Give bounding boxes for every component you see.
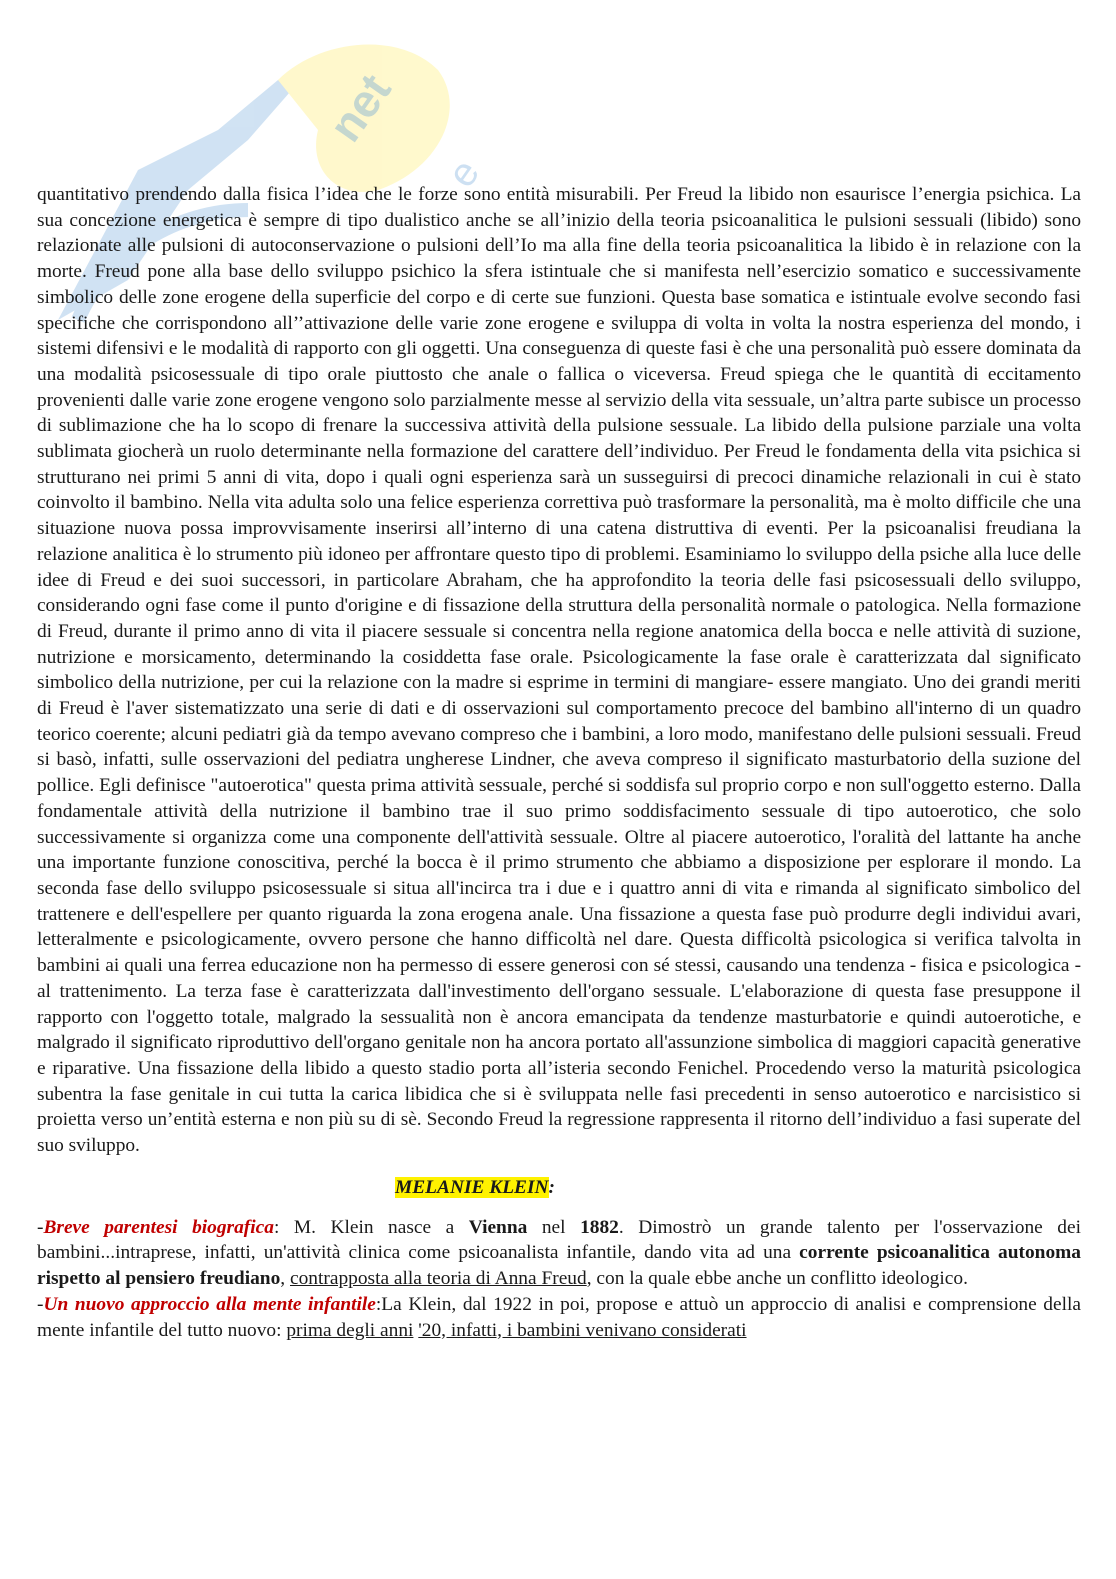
document-page: [37, 182, 1081, 1343]
bio-dash: -: [37, 1216, 44, 1238]
watermark-sub-text: e: [439, 151, 488, 196]
watermark-logo-text: net: [318, 64, 401, 151]
bio-text-4: ,: [280, 1268, 290, 1290]
bio-year: 1882: [580, 1216, 619, 1238]
approach-paragraph: [37, 1292, 1081, 1343]
approach-label: Un nuovo approccio alla mente infantile: [43, 1293, 376, 1315]
approach-dash: -: [37, 1293, 44, 1315]
heading-colon: :: [548, 1176, 556, 1198]
bio-paragraph: [37, 1215, 1081, 1292]
approach-underline-2: '20, infatti, i bambini venivano considerati: [418, 1319, 747, 1341]
bio-city: Vienna: [468, 1216, 528, 1238]
approach-text-1: :La Klein, dal 1922 in poi, propose e attuò un approccio di analisi e comprensione della mente infantile del tutto nuovo:: [37, 1293, 1081, 1341]
bio-text-5: , con la quale ebbe anche un conflitto ideologico.: [586, 1268, 968, 1290]
bio-bold-current: corrente psicoanalitica autonoma rispetto al pensiero freudiano: [37, 1242, 1082, 1290]
bio-text-3: . Dimostrò un grande talento per l'osservazione dei bambini...intraprese, infatti, un'attività clinica come psicoanalista infantile, dando vita ad una: [37, 1216, 1081, 1264]
section-heading-container: [37, 1159, 1081, 1215]
bio-text-2: nel: [527, 1216, 581, 1238]
bio-underline: contrapposta alla teoria di Anna Freud: [290, 1268, 587, 1290]
bio-label: Breve parentesi biografica: [43, 1216, 274, 1238]
heading-highlight: MELANIE KLEIN: [395, 1176, 549, 1198]
body-paragraph: quantitativo prendendo dalla fisica l’idea che le forze sono entità misurabili. Per Freud la libido non esaurisce l’energia psichica. La sua concezione energetica è sempre di tipo dualistico anche se all’inizio della teoria psicoanalitica le pulsioni sessuali (libido) sono relazionate alle pulsioni di autoconservazione o pulsioni dell’Io ma alla fine della teoria psicoanalitica la libido è in relazione con la morte. Freud pone alla base dello sviluppo psichico la sfera istintuale che si manifesta nell’esercizio somatico e successivamente simbolico delle zone erogene della superficie del corpo e di certe sue funzioni. Questa base somatica e istintuale evolve secondo fasi specifiche che corrispondono all’’attivazione delle varie zone erogene e sviluppa di volta in volta la nostra esperienza del mondo, i sistemi difensivi e le modalità di rapporto con gli oggetti. Una conseguenza di queste fasi è che una personalità può essere dominata da una modalità psicosessuale di tipo orale piuttosto che anale o fallica o viceversa. Freud spiega che le quantità di eccitamento provenienti dalle varie zone erogene vengono solo parzialmente messe al servizio della vita sessuale, un’altra parte subisce un processo di sublimazione che ha lo scopo di frenare la successiva attività della pulsione sessuale. La libido della pulsione parziale una volta sublimata giocherà un ruolo determinante nella formazione del carattere dell’individuo. Per Freud le fondamenta della vita psichica si strutturano nei primi 5 anni di vita, dopo i quali ogni esperienza sarà un susseguirsi di precoci dinamiche relazionali in cui è stato coinvolto il bambino. Nella vita adulta solo una felice esperienza correttiva può trasformare la personalità, ma è molto difficile che una situazione nuova possa improvvisamente inserirsi all’interno di una catena distruttiva di eventi. Per la psicoanalisi freudiana la relazione analitica è lo strumento più idoneo per affrontare questo tipo di problemi. Esaminiamo lo sviluppo della psiche alla luce delle idee di Freud e dei suoi successori, in particolare Abraham, che ha approfondito la teoria delle fasi psicosessuali dello sviluppo, considerando ogni fase come il punto d'origine e di fissazione della struttura della personalità normale o patologica. Nella formazione di Freud, durante il primo anno di vita il piacere sessuale si concentra nella regione anatomica della bocca e nelle attività di suzione, nutrizione e morsicamento, determinando la cosiddetta fase orale. Psicologicamente la fase orale è caratterizzata dal significato simbolico della nutrizione, per cui la relazione con la madre si esprime in termini di mangiare- essere mangiato. Uno dei grandi meriti di Freud è l'aver sistematizzato una serie di dati e di osservazioni sul comportamento precoce del bambino all'interno di un quadro teorico coerente; alcuni pediatri già da tempo avevano compreso che i bambini, a loro modo, manifestano delle pulsioni sessuali. Freud si basò, infatti, sulle osservazioni del pediatra ungherese Lindner, che aveva compreso il significato masturbatorio della suzione del pollice. Egli definisce "autoerotica" questa prima attività sessuale, perché si soddisfa sul proprio corpo e non sull'oggetto esterno. Dalla fondamentale attività della nutrizione il bambino trae il suo primo soddisfacimento sessuale di tipo autoerotico, che solo successivamente si organizza come una componente dell'attività sessuale. Oltre al piacere autoerotico, l'oralità del lattante ha anche una importante funzione conoscitiva, perché la bocca è il primo strumento che abbiamo a disposizione per esplorare il mondo. La seconda fase dello sviluppo psicosessuale si situa all'incirca tra i due e i quattro anni di vita e rimanda al significato simbolico del trattenere e dell'espellere per quanto riguarda la zona erogena anale. Una fissazione a questa fase può produrre degli individui avari, letteralmente e psicologicamente, ovvero persone che hanno difficoltà nel dare. Questa difficoltà psicologica si verifica talvolta in bambini ai quali una ferrea educazione non ha permesso di essere generosi con sé stessi, causando una tendenza - fisica e psicologica - al trattenimento. La terza fase è caratterizzata dall'investimento dell'organo sessuale. L'elaborazione di questa fase presuppone il rapporto con l'oggetto totale, malgrado la sessualità non è ancora emancipata da tendenze masturbatorie e quindi autoerotiche, e malgrado il significato riproduttivo dell'organo genitale non ha ancora portato all'assunzione simbolica di maggiori capacità generative e riparative. Una fissazione della libido a questo stadio porta all’isteria secondo Fenichel. Procedendo verso la maturità psicologica subentra la fase genitale in cui tutta la carica libidica che si è sviluppata nelle fasi precedenti in senso autoerotico e narcisistico si proietta verso un’entità esterna e non più su di sè. Secondo Freud la regressione rappresenta il ritorno dell’individuo a fasi superate del suo sviluppo.: [37, 184, 1081, 1157]
approach-underline-1: prima degli anni: [286, 1319, 414, 1341]
section-heading: [395, 1175, 555, 1200]
bio-text-1: : M. Klein nasce a: [273, 1216, 469, 1238]
